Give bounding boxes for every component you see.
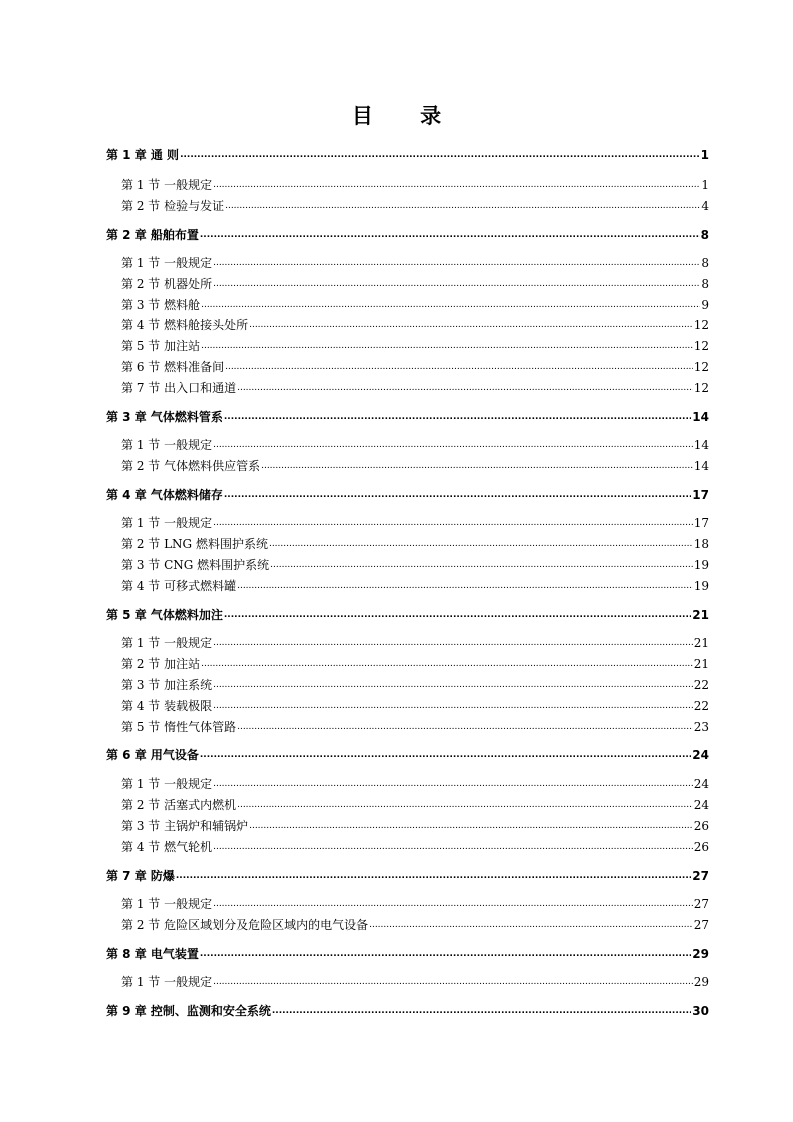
page-number: 29 [693,975,709,989]
dot-leader [213,895,693,913]
toc-chapter-entry[interactable] [106,486,709,504]
section-title: 第 4 节 可移式燃料罐 [121,579,237,593]
page-number: 14 [693,438,709,452]
chapter-title: 第 7 章 防爆 [106,869,175,883]
section-title: 第 2 节 危险区域划分及危险区域内的电气设备 [121,918,369,932]
page-number: 14 [693,459,709,473]
dot-leader [237,379,693,397]
page-number: 17 [693,516,709,530]
dot-leader [237,796,693,814]
page-number: 27 [693,918,709,932]
toc-section-entry[interactable] [121,358,709,376]
page-number: 1 [701,178,709,192]
dot-leader [237,577,693,595]
chapter-title: 第 4 章 气体燃料储存 [106,488,223,502]
section-title: 第 2 节 活塞式内燃机 [121,798,237,812]
section-title: 第 4 节 燃气轮机 [121,840,213,854]
page-number: 12 [693,381,709,395]
chapter-title: 第 9 章 控制、监测和安全系统 [106,1004,271,1018]
page-number: 22 [693,699,709,713]
section-title: 第 1 节 一般规定 [121,897,213,911]
page-number: 24 [692,748,709,762]
page-number: 12 [693,360,709,374]
section-title: 第 2 节 气体燃料供应管系 [121,459,261,473]
dot-leader [201,337,693,355]
toc-section-entry[interactable] [121,316,709,334]
toc-section-entry[interactable] [121,718,709,736]
toc-section-entry[interactable] [121,535,709,553]
toc-section-entry[interactable] [121,916,709,934]
page-number: 26 [693,819,709,833]
page-number: 21 [693,636,709,650]
section-title: 第 3 节 加注系统 [121,678,213,692]
page-number: 29 [692,947,709,961]
toc-section-entry[interactable] [121,577,709,595]
dot-leader [369,916,693,934]
page-number: 18 [693,537,709,551]
toc-section-entry[interactable] [121,296,709,314]
page-number: 12 [693,318,709,332]
section-title: 第 2 节 机器处所 [121,277,213,291]
page-number: 24 [693,777,709,791]
section-title: 第 2 节 LNG 燃料围护系统 [121,537,268,551]
dot-leader [200,746,691,764]
toc-section-entry[interactable] [121,697,709,715]
dot-leader [176,867,691,885]
page-number: 21 [692,608,709,622]
section-title: 第 1 节 一般规定 [121,516,213,530]
dot-leader [201,296,700,314]
dot-leader [224,486,691,504]
dot-leader [200,945,691,963]
dot-leader [224,606,691,624]
toc-chapter-entry[interactable] [106,146,709,164]
page-number: 19 [693,558,709,572]
section-title: 第 1 节 一般规定 [121,636,213,650]
dot-leader [249,817,693,835]
dot-leader [213,436,693,454]
toc-section-entry[interactable] [121,379,709,397]
dot-leader [225,358,693,376]
section-title: 第 1 节 一般规定 [121,178,213,192]
page-number: 8 [700,228,709,242]
section-title: 第 1 节 一般规定 [121,975,213,989]
dot-leader [269,535,693,553]
chapter-title: 第 8 章 电气装置 [106,947,199,961]
page-number: 27 [692,869,709,883]
toc-section-entry[interactable] [121,634,709,652]
dot-leader [200,226,700,244]
chapter-title: 第 1 章 通 则 [106,148,180,162]
dot-leader [201,655,693,673]
toc-chapter-entry[interactable] [106,408,709,426]
toc-section-entry[interactable] [121,973,709,991]
toc-section-entry[interactable] [121,838,709,856]
section-title: 第 1 节 一般规定 [121,777,213,791]
toc-chapter-entry[interactable] [106,746,709,764]
dot-leader [180,146,700,164]
page-number: 14 [692,410,709,424]
toc-section-entry[interactable] [121,275,709,293]
page-number: 24 [693,798,709,812]
chapter-title: 第 5 章 气体燃料加注 [106,608,223,622]
dot-leader [213,676,693,694]
toc-section-entry[interactable] [121,514,709,532]
toc-section-entry[interactable] [121,796,709,814]
section-title: 第 5 节 惰性气体管路 [121,720,237,734]
dot-leader [270,556,693,574]
toc-title: 目 录 [351,104,462,128]
toc-section-entry[interactable] [121,337,709,355]
section-title: 第 6 节 燃料准备间 [121,360,225,374]
dot-leader [213,697,693,715]
dot-leader [224,408,691,426]
page-number: 8 [701,277,709,291]
dot-leader [213,973,693,991]
toc-section-entry[interactable] [121,676,709,694]
dot-leader [225,197,700,215]
section-title: 第 5 节 加注站 [121,339,201,353]
section-title: 第 3 节 燃料舱 [121,298,201,312]
toc-section-entry[interactable] [121,436,709,454]
section-title: 第 4 节 装载极限 [121,699,213,713]
page-number: 9 [701,298,709,312]
dot-leader [213,775,693,793]
section-title: 第 2 节 加注站 [121,657,201,671]
chapter-title: 第 6 章 用气设备 [106,748,199,762]
toc-section-entry[interactable] [121,457,709,475]
toc-chapter-entry[interactable] [106,945,709,963]
toc-section-entry[interactable] [121,817,709,835]
toc-chapter-entry[interactable] [106,1002,709,1020]
dot-leader [213,634,693,652]
toc-section-entry[interactable] [121,254,709,272]
section-title: 第 3 节 主锅炉和辅锅炉 [121,819,249,833]
dot-leader [213,176,700,194]
page-number: 30 [692,1004,709,1018]
dot-leader [213,254,700,272]
toc-section-entry[interactable] [121,176,709,194]
dot-leader [237,718,693,736]
section-title: 第 4 节 燃料舱接头处所 [121,318,249,332]
toc-section-entry[interactable] [121,556,709,574]
toc-section-entry[interactable] [121,895,709,913]
toc-chapter-entry[interactable] [106,867,709,885]
dot-leader [213,275,700,293]
section-title: 第 7 节 出入口和通道 [121,381,237,395]
dot-leader [213,514,693,532]
dot-leader [272,1002,691,1020]
toc-chapter-entry[interactable] [106,226,709,244]
dot-leader [249,316,693,334]
page-number: 8 [701,256,709,270]
section-title: 第 1 节 一般规定 [121,256,213,270]
toc-section-entry[interactable] [121,655,709,673]
page-number: 1 [700,148,709,162]
dot-leader [213,838,693,856]
page-number: 17 [692,488,709,502]
toc-section-entry[interactable] [121,775,709,793]
page-number: 27 [693,897,709,911]
page-number: 4 [701,199,709,213]
section-title: 第 3 节 CNG 燃料围护系统 [121,558,270,572]
page-number: 26 [693,840,709,854]
page-number: 19 [693,579,709,593]
page-number: 22 [693,678,709,692]
section-title: 第 2 节 检验与发证 [121,199,225,213]
section-title: 第 1 节 一般规定 [121,438,213,452]
toc-section-entry[interactable] [121,197,709,215]
page-number: 21 [693,657,709,671]
chapter-title: 第 3 章 气体燃料管系 [106,410,223,424]
dot-leader [261,457,693,475]
page-number: 23 [693,720,709,734]
chapter-title: 第 2 章 船舶布置 [106,228,199,242]
toc-chapter-entry[interactable] [106,606,709,624]
page-number: 12 [693,339,709,353]
